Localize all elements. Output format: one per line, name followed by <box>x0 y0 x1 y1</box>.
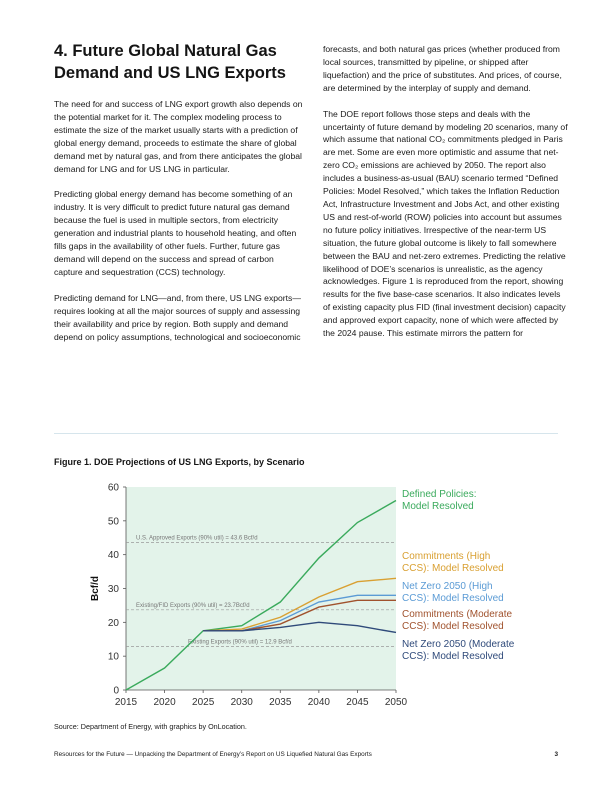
x-tick-label: 2035 <box>269 697 292 708</box>
reference-line-label: Existing/FID Exports (90% util) = 23.7Bcf/d <box>136 602 250 609</box>
x-tick-label: 2040 <box>307 697 330 708</box>
legend-label: CCS): Model Resolved <box>402 563 504 574</box>
reference-line-label: U.S. Approved Exports (90% util) = 43.6 Bcf/d <box>136 535 258 542</box>
x-tick-label: 2050 <box>384 697 408 708</box>
legend-label: CCS): Model Resolved <box>402 593 504 604</box>
line-chart <box>84 475 524 715</box>
legend-label: Defined Policies: <box>402 489 477 500</box>
paragraph: forecasts, and both natural gas prices (whether produced from local sources, transmitted by pipeline, or shipped after liquefaction) and the price of substitutes. And prices, of course, are determined by the interplay of supply and demand. <box>323 44 562 93</box>
y-tick-label: 40 <box>107 550 119 562</box>
x-tick-label: 2015 <box>114 697 138 708</box>
paragraph: Predicting demand for LNG—and, from there, US LNG exports—requires looking at all the major sources of supply and assessing their availability and price by region. Both supply and demand depend on policy assumptions, technological and socioeconomic <box>54 292 301 342</box>
y-tick-label: 30 <box>107 584 119 595</box>
figure-source: Source: Department of Energy, with graphics by OnLocation. <box>54 722 247 731</box>
reference-line-label: Existing Exports (90% util) = 12.9 Bcf/d <box>188 639 292 646</box>
legend-label: CCS): Model Resolved <box>402 621 504 632</box>
y-axis-label: Bcf/d <box>90 576 101 601</box>
y-tick-label: 0 <box>113 685 119 697</box>
legend-label: CCS): Model Resolved <box>402 651 504 662</box>
left-column <box>54 40 304 356</box>
plot-area <box>126 487 396 690</box>
footer-text: Resources for the Future — Unpacking the Department of Energy’s Report on US Liquefied Natural Gas Exports <box>54 751 372 758</box>
paragraph: Predicting global energy demand has become something of an industry. It is very difficult to predict future natural gas demand because the fuel is used in multiple sectors, from electricity generation and industrial plants to household heating, and often fills gaps in the availability of other fuels. Further, future gas demand will depend on the success and spread of carbon capture and sequestration (CCS) technology. <box>54 189 297 277</box>
y-tick-label: 20 <box>107 617 119 629</box>
y-tick-label: 10 <box>107 651 119 663</box>
figure-title: Figure 1. DOE Projections of US LNG Exports, by Scenario <box>54 457 305 467</box>
section-heading: 4. Future Global Natural Gas Demand and US LNG Exports <box>54 42 286 82</box>
section-divider <box>54 433 558 434</box>
page-number: 3 <box>554 751 558 758</box>
legend-label: Net Zero 2050 (Moderate <box>402 639 515 650</box>
legend-label: Commitments (Moderate <box>402 609 513 620</box>
paragraph: The DOE report follows those steps and deals with the uncertainty of future demand by modeling 20 scenarios, many of which assume that national CO₂ commitments pledged in Paris are met. Some are even more optimistic and assume that net-zero CO₂ emissions are achieved by 2050. The report also includes a business-as-usual (BAU) scenario termed “Defined Policies: Model Resolved,” which takes the Inflation Reduction Act, Infrastructure Investment and Jobs Act, and other existing US and rest-of-world (ROW) policies into account but assumes no future policy initiatives. Irrespective of the near-term US situation, the future global outcome is likely to fall somewhere between the BAU and net-zero extremes. Predicting the relative likelihood of DOE’s scenarios is unrealistic, as the agency acknowledges. Figure 1 is reproduced from the report, showing results for the five base-case scenarios. It also indicates levels of existing capacity plus FID (final investment decision) capacity and approved export capacity, none of which were affected by the 2024 pause. This estimate mirrors the pattern for <box>323 108 568 339</box>
y-tick-label: 60 <box>107 482 119 494</box>
x-tick-label: 2020 <box>153 697 176 708</box>
chart-svg <box>84 475 524 715</box>
x-tick-label: 2045 <box>346 697 369 708</box>
y-tick-label: 50 <box>107 516 119 528</box>
legend-label: Net Zero 2050 (High <box>402 581 493 592</box>
x-tick-label: 2025 <box>192 697 215 708</box>
page-footer <box>54 751 558 758</box>
legend-label: Model Resolved <box>402 501 474 512</box>
legend-label: Commitments (High <box>402 551 491 562</box>
paragraph: The need for and success of LNG export growth also depends on the potential market for it. The complex modeling process to estimate the size of the market usually starts with a prediction of global energy demand, proceeds to estimate the share of global demand met by natural gas, and from there anticipates the global demand for LNG and for US LNG in particular. <box>54 99 303 174</box>
x-tick-label: 2030 <box>230 697 253 708</box>
right-column <box>323 43 569 353</box>
